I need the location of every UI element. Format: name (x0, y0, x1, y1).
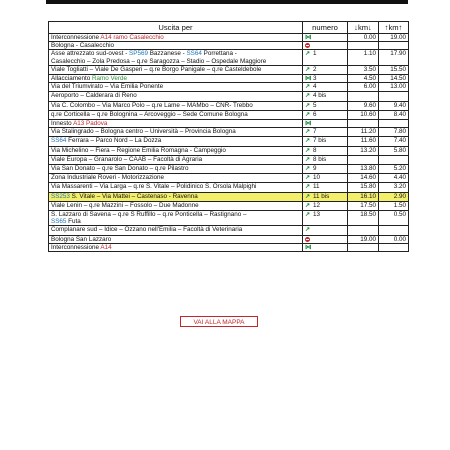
destination-text: Bologna - Casalecchio (51, 42, 115, 50)
km-up-value: 16.10 (348, 192, 379, 201)
exit-destination (49, 192, 303, 201)
exit-destination (49, 211, 303, 226)
exit-destination (49, 174, 303, 183)
exit-arrow-icon: ↗ (305, 129, 311, 136)
km-down-value: 4.40 (379, 174, 409, 183)
km-down-value: 7.40 (379, 137, 409, 146)
exit-arrow-icon: ↗ (305, 84, 311, 91)
destination-text: SP569 (129, 50, 148, 58)
exit-destination (49, 120, 303, 128)
destination-text: A14 ramo Casalecchio (100, 34, 164, 41)
exit-destination (49, 75, 303, 83)
km-up-value (348, 243, 379, 251)
exit-number-text: 11 bis (313, 192, 330, 200)
exit-number (303, 65, 348, 74)
table-row (49, 34, 409, 42)
exit-number (303, 42, 348, 50)
toll-station-icon (305, 43, 310, 48)
header-exit: Uscita per (49, 22, 303, 34)
exit-number-text: 8 (313, 146, 317, 154)
km-down-value: 5.20 (379, 165, 409, 174)
destination-text: Interconnessione (51, 34, 101, 41)
table-row (49, 128, 409, 137)
junction-icon: ⋈ (305, 120, 312, 128)
exit-arrow-icon: ↗ (305, 66, 311, 73)
km-down-value: 0.00 (379, 235, 409, 243)
km-down-value (379, 226, 409, 235)
exit-number (303, 101, 348, 110)
exit-number-text: 7 (313, 128, 317, 136)
table-row (49, 155, 409, 164)
km-up-value: 3.50 (348, 65, 379, 74)
exit-number-text: 9 (313, 165, 317, 173)
exit-number (303, 146, 348, 155)
table-row (49, 183, 409, 192)
exit-destination (49, 110, 303, 119)
table-row (49, 75, 409, 83)
km-down-value (379, 92, 409, 101)
table-row (49, 211, 409, 226)
exit-number (303, 50, 348, 65)
exit-number-text: 3 (313, 75, 317, 83)
table-row (49, 226, 409, 235)
table-row (49, 92, 409, 101)
header-km-up: ↓km↓ (348, 22, 379, 34)
km-down-value (379, 120, 409, 128)
exit-arrow-icon: ↗ (305, 193, 311, 200)
exit-arrow-icon: ↗ (305, 184, 311, 191)
destination-text: SS64 (51, 137, 67, 145)
exit-destination (49, 50, 303, 65)
header-row (49, 22, 409, 34)
exit-destination (49, 201, 303, 210)
destination-text: Via del Triumvirato – Via Emilia Ponente (51, 83, 164, 91)
table-row (49, 201, 409, 210)
table-row (49, 83, 409, 92)
exit-number (303, 243, 348, 251)
km-up-value: 18.50 (348, 211, 379, 226)
exit-number (303, 34, 348, 42)
exit-number (303, 226, 348, 235)
exit-number-text: 7 bis (313, 137, 327, 145)
km-down-value: 15.50 (379, 65, 409, 74)
destination-text: Interconnessione (51, 243, 101, 251)
destination-text: Via Michelino – Fiera – Regione Emilia Romagna - Campeggio (51, 146, 226, 154)
exit-destination (49, 155, 303, 164)
exits-table (48, 21, 409, 252)
destination-text: Viale Togliatti – Viale De Gasperi – q.re Borgo Panigale – q.re Casteldebole (51, 65, 262, 73)
km-up-value: 9.60 (348, 101, 379, 110)
km-up-value: 6.00 (348, 83, 379, 92)
exit-number-text: 4 (313, 83, 317, 91)
exit-number-text: 2 (313, 65, 317, 73)
km-down-value: 0.50 (379, 211, 409, 226)
km-up-value (348, 226, 379, 235)
destination-text: Asse attrezzato sud-ovest - (51, 50, 130, 58)
km-up-value: 11.20 (348, 128, 379, 137)
exit-number (303, 183, 348, 192)
exit-number (303, 165, 348, 174)
destination-text: S. Lazzaro di Savena – q.re S Ruffillo – q.re Ponticella – Rastignano – (51, 211, 247, 219)
junction-icon: ⋈ (305, 75, 312, 83)
exit-number-text: 4 bis (313, 92, 327, 100)
exit-number-text: 8 bis (313, 155, 327, 163)
exit-destination (49, 65, 303, 74)
destination-text: Bologna San Lazzaro (51, 235, 112, 243)
km-up-value: 15.80 (348, 183, 379, 192)
exit-arrow-icon: ↗ (305, 93, 311, 100)
km-down-value: 5.80 (379, 146, 409, 155)
exit-arrow-icon: ↗ (305, 227, 311, 234)
destination-text: Bazzanese - (147, 50, 187, 58)
km-up-value (348, 42, 379, 50)
km-down-value: 14.50 (379, 75, 409, 83)
exit-number (303, 155, 348, 164)
header-number: numero (303, 22, 348, 34)
exit-number-text: 10 (313, 174, 321, 182)
destination-text: Via C. Colombo – Via Marco Polo – q.re Lame – MAMbo – CNR- Trebbo (51, 101, 253, 109)
table-row (49, 174, 409, 183)
table-row (49, 110, 409, 119)
km-up-value (348, 120, 379, 128)
destination-text: Viale Lenin – q.re Mazzini – Fossolo – Due Madonne (51, 201, 199, 209)
destination-text: Via San Donato – q.re San Donato – q.re Pilastro (51, 165, 189, 173)
exit-number (303, 137, 348, 146)
exit-arrow-icon: ↗ (305, 102, 311, 109)
exit-arrow-icon: ↗ (305, 156, 311, 163)
exit-arrow-icon: ↗ (305, 111, 311, 118)
km-down-value: 7.80 (379, 128, 409, 137)
km-up-value (348, 92, 379, 101)
destination-text: A14 (100, 243, 112, 251)
destination-text: SS253 (51, 192, 70, 200)
junction-icon: ⋈ (305, 243, 312, 251)
destination-text: A13 Padova (73, 120, 108, 128)
exit-number (303, 201, 348, 210)
exit-number (303, 235, 348, 243)
exit-number (303, 83, 348, 92)
exit-destination (49, 226, 303, 235)
table-row (49, 192, 409, 201)
destination-text: Porrettana - (201, 50, 237, 58)
table-row (49, 165, 409, 174)
exit-number (303, 174, 348, 183)
exit-number-text: 12 (313, 201, 321, 209)
exit-destination (49, 146, 303, 155)
toll-station-icon (305, 237, 310, 242)
exit-arrow-icon: ↗ (305, 138, 311, 145)
km-down-value (379, 155, 409, 164)
km-up-value: 14.60 (348, 174, 379, 183)
km-down-value: 3.20 (379, 183, 409, 192)
exit-number (303, 120, 348, 128)
exit-destination (49, 165, 303, 174)
table-row (49, 50, 409, 65)
km-down-value: 19.00 (379, 34, 409, 42)
destination-text: SS65 (51, 218, 67, 226)
destination-text: SS64 (186, 50, 202, 58)
destination-text: Ferrara – Parco Nord – La Dozza (66, 137, 162, 145)
exit-destination (49, 183, 303, 192)
exit-number (303, 110, 348, 119)
table-row (49, 120, 409, 128)
destination-text: Casalecchio – Zola Predosa – q.re Saragozza – Stadio – Ospedale Maggiore (51, 57, 267, 65)
exit-destination (49, 92, 303, 101)
destination-text: Futa (66, 218, 81, 226)
km-up-value: 10.60 (348, 110, 379, 119)
exit-number (303, 128, 348, 137)
exit-arrow-icon: ↗ (305, 175, 311, 182)
exit-number (303, 75, 348, 83)
destination-text: Zona Industriale Roveri - Motorizzazione (51, 174, 165, 182)
destination-text: Viale Europa – Granarolo – CAAB – Facoltà di Agraria (51, 155, 203, 163)
km-down-value: 1.50 (379, 201, 409, 210)
km-down-value: 9.40 (379, 101, 409, 110)
destination-text: Aeroporto – Calderara di Reno (51, 92, 137, 100)
km-up-value (348, 155, 379, 164)
km-up-value: 4.50 (348, 75, 379, 83)
exit-destination (49, 34, 303, 42)
destination-text: Via Stalingrado – Bologna centro – Università – Provincia Bologna (51, 128, 236, 136)
top-band (46, 0, 408, 4)
header-km-down: ↑km↑ (379, 22, 409, 34)
map-link[interactable]: VAI ALLA MAPPA (180, 316, 258, 327)
km-down-value (379, 42, 409, 50)
exit-number-text: 6 (313, 110, 317, 118)
km-down-value: 2.90 (379, 192, 409, 201)
exit-number-text: 1 (313, 50, 317, 58)
destination-text: Via Massarenti – Via Larga – q.re S. Vitale – Polidinico S. Orsola Malpighi (51, 183, 257, 191)
table-row (49, 243, 409, 251)
km-up-value: 13.80 (348, 165, 379, 174)
destination-text: Innesto (51, 120, 74, 128)
exit-arrow-icon: ↗ (305, 147, 311, 154)
junction-icon: ⋈ (305, 34, 312, 41)
exit-destination (49, 101, 303, 110)
km-up-value: 0.00 (348, 34, 379, 42)
destination-text: q.re Corticella – q.re Bolognina – Arcoveggio – Sede Comune Bologna (51, 110, 248, 118)
exit-arrow-icon: ↗ (305, 166, 311, 173)
km-up-value: 1.10 (348, 50, 379, 65)
exit-destination (49, 235, 303, 243)
km-down-value: 13.00 (379, 83, 409, 92)
exit-arrow-icon: ↗ (305, 212, 311, 219)
km-up-value: 19.00 (348, 235, 379, 243)
km-up-value: 11.60 (348, 137, 379, 146)
table-row (49, 235, 409, 243)
km-up-value: 13.20 (348, 146, 379, 155)
exit-number-text: 11 (313, 183, 320, 191)
destination-text: S. Vitale – Via Mattei – Castenaso - Ravenna (69, 192, 198, 200)
exit-destination (49, 83, 303, 92)
exit-destination (49, 42, 303, 50)
km-down-value (379, 243, 409, 251)
exit-number (303, 211, 348, 226)
exit-number-text: 13 (313, 211, 321, 219)
table-row (49, 101, 409, 110)
km-down-value: 8.40 (379, 110, 409, 119)
km-up-value: 17.50 (348, 201, 379, 210)
exit-destination (49, 137, 303, 146)
exit-destination (49, 128, 303, 137)
destination-text: Allacciamento (51, 75, 92, 83)
km-down-value: 17.90 (379, 50, 409, 65)
table-row (49, 65, 409, 74)
exit-destination (49, 243, 303, 251)
exit-arrow-icon: ↗ (305, 51, 311, 58)
destination-text: Complanare sud – Idice – Ozzano nell'Emilia – Facoltà di Veterinaria (51, 226, 243, 234)
table-row (49, 137, 409, 146)
exit-number-text: 5 (313, 101, 317, 109)
destination-text: Ramo Verde (91, 75, 127, 83)
table-row (49, 42, 409, 50)
exit-number (303, 92, 348, 101)
exit-number (303, 192, 348, 201)
exit-arrow-icon: ↗ (305, 202, 311, 209)
table-row (49, 146, 409, 155)
